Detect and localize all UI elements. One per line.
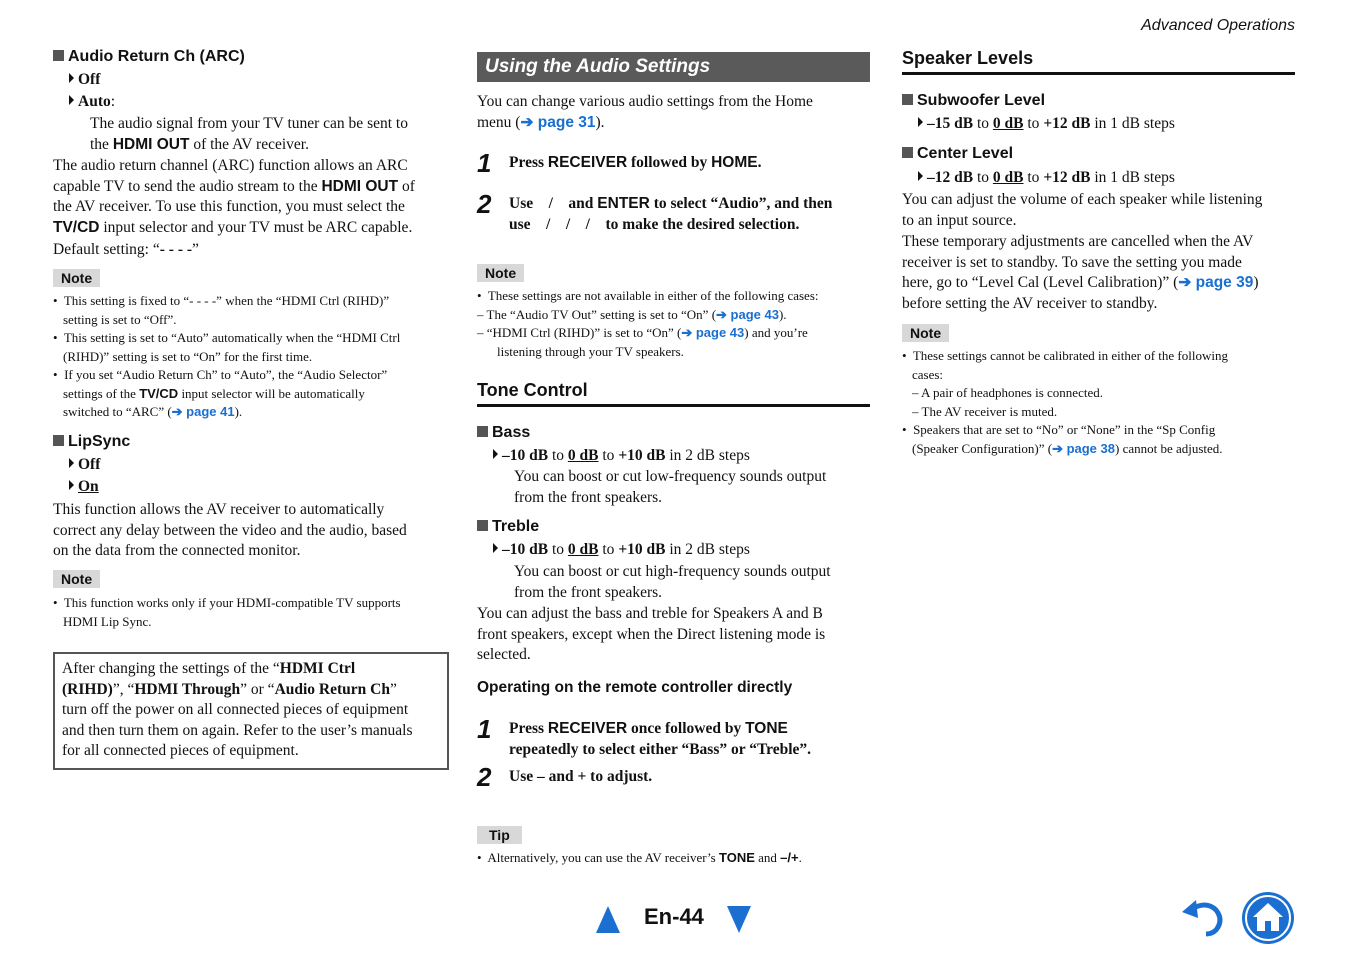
treble-heading: Treble — [477, 518, 539, 536]
triangle-right-icon — [918, 171, 923, 181]
speaker-levels-notes: • These settings cannot be calibrated in either of the following cases: – A pair of headphones is connected. – The AV receiver is muted. • Speakers that are set to “No” or “None” in the “Sp Config (Speaker Configuration)” (➔ page 38) cannot be adjusted. — [902, 348, 1228, 456]
tip-text: • Alternatively, you can use the AV receiver’s TONE and –/+. — [477, 850, 802, 865]
arc-notes: • This setting is fixed to “- - - -” when the “HDMI Ctrl (RIHD)” setting is set to “Off”. • This setting is set to “Auto” automatically when the “HDMI Ctrl (RIHD)” setting is set to “On” for the first time. • If you set “Audio Return Ch” to “Auto”, the “Audio Selector” settings of the TV/CD input selector will be automatically switched to “ARC” (➔ page 41). — [53, 293, 401, 419]
tip-label: Tip — [477, 826, 522, 844]
audio-settings-note: • These settings are not available in either of the following cases: – The “Audio TV Out” setting is set to “On” (➔ page 43). – “HDMI Ctrl (RIHD)” is set to “On” (➔ page 43) and you’re listening through your TV speakers. — [477, 288, 819, 359]
triangle-right-icon — [69, 458, 74, 468]
treble-description: You can boost or cut high-frequency sounds output from the front speakers. — [514, 563, 831, 601]
step-number: 2 — [477, 189, 492, 219]
triangle-up-icon[interactable] — [596, 906, 620, 938]
hdmi-settings-box: After changing the settings of the “HDMI Ctrl (RIHD)”, “HDMI Through” or “Audio Return Ch” turn off the power on all connected pieces of equipment and then turn them on again. Refer to the user’s manuals for all connected pieces of equipment. — [53, 652, 449, 770]
note-label: Note — [902, 324, 949, 342]
page-41-link[interactable]: ➔ page 41 — [171, 404, 235, 419]
triangle-right-icon — [493, 543, 498, 553]
remote-step-1-text: Press RECEIVER once followed by TONE repeatedly to select either “Bass” or “Treble”. — [509, 720, 812, 758]
bass-description: You can boost or cut low-frequency sounds output from the front speakers. — [514, 468, 827, 506]
arc-auto-description: The audio signal from your TV tuner can be sent to the HDMI OUT of the AV receiver. — [90, 115, 408, 153]
step-number: 1 — [477, 148, 492, 178]
triangle-right-icon — [69, 95, 74, 105]
page-43-link[interactable]: ➔ page 43 — [716, 306, 779, 322]
step-number: 2 — [477, 762, 492, 792]
square-bullet-icon — [477, 426, 488, 437]
page-43-link[interactable]: ➔ page 43 — [681, 325, 745, 340]
tone-control-heading: Tone Control — [477, 380, 870, 407]
center-range: –12 dB to 0 dB to +12 dB in 1 dB steps — [918, 169, 1175, 187]
lipsync-note: • This function works only if your HDMI-compatible TV supports HDMI Lip Sync. — [53, 595, 401, 629]
page-38-link[interactable]: ➔ page 38 — [1052, 440, 1115, 456]
step-1-text: Press RECEIVER followed by HOME. — [509, 154, 762, 171]
tone-adjust-paragraph: You can adjust the bass and treble for Speakers A and B front speakers, except when the Direct listening mode is selected. — [477, 605, 826, 663]
triangle-down-icon[interactable] — [727, 906, 751, 938]
lipsync-paragraph: This function allows the AV receiver to automatically correct any delay between the video and the audio, based on the data from the connected monitor. — [53, 501, 407, 559]
speaker-levels-paragraph: You can adjust the volume of each speaker while listening to an input source. These temporary adjustments are cancelled when the AV receiver is set to standby. To save the setting you made here, go to “Level Cal (Level Calibration)” (➔ page 39) before setting the AV receiver to standby. — [902, 191, 1263, 312]
step-number: 1 — [477, 714, 492, 744]
square-bullet-icon — [53, 50, 64, 61]
lipsync-option-off: Off — [69, 456, 100, 474]
page-31-link[interactable]: ➔ page 31 — [520, 113, 596, 131]
return-arrow-icon[interactable] — [1180, 896, 1228, 943]
subwoofer-range: –15 dB to 0 dB to +12 dB in 1 dB steps — [918, 115, 1175, 133]
arc-heading: Audio Return Ch (ARC) — [53, 48, 245, 66]
triangle-right-icon — [69, 480, 74, 490]
triangle-right-icon — [69, 73, 74, 83]
triangle-right-icon — [918, 117, 923, 127]
speaker-levels-heading: Speaker Levels — [902, 48, 1295, 75]
square-bullet-icon — [477, 520, 488, 531]
remote-step-2-text: Use – and + to adjust. — [509, 768, 653, 785]
step-2-text: Use / and ENTER to select “Audio”, and then use / / / to make the desired selection. — [509, 195, 833, 233]
home-icon[interactable] — [1241, 891, 1295, 950]
section-banner: Using the Audio Settings — [477, 52, 870, 82]
lipsync-option-on: On — [69, 478, 99, 496]
subwoofer-heading: Subwoofer Level — [902, 92, 1045, 110]
treble-range: –10 dB to 0 dB to +10 dB in 2 dB steps — [493, 541, 750, 559]
arc-option-auto: Auto: — [69, 93, 115, 111]
square-bullet-icon — [902, 147, 913, 158]
lipsync-heading: LipSync — [53, 433, 130, 451]
center-heading: Center Level — [902, 145, 1013, 163]
arc-paragraph: The audio return channel (ARC) function allows an ARC capable TV to send the audio stream to the HDMI OUT of the AV receiver. To use this function, you must select the TV/CD input selector and your TV must be ARC capable. Default setting: “- - - -” — [53, 157, 415, 258]
note-label: Note — [53, 570, 100, 588]
triangle-right-icon — [493, 449, 498, 459]
bass-range: –10 dB to 0 dB to +10 dB in 2 dB steps — [493, 447, 750, 465]
arc-option-off: Off — [69, 71, 100, 89]
remote-heading: Operating on the remote controller directly — [477, 679, 793, 696]
note-label: Note — [53, 269, 100, 287]
page-number: En-44 — [644, 904, 704, 929]
square-bullet-icon — [902, 94, 913, 105]
bass-heading: Bass — [477, 424, 530, 442]
note-label: Note — [477, 264, 524, 282]
page-39-link[interactable]: ➔ page 39 — [1178, 274, 1254, 291]
section-title: Advanced Operations — [1141, 17, 1295, 34]
intro-paragraph: You can change various audio settings from the Home menu (➔ page 31). — [477, 93, 813, 131]
square-bullet-icon — [53, 435, 64, 446]
